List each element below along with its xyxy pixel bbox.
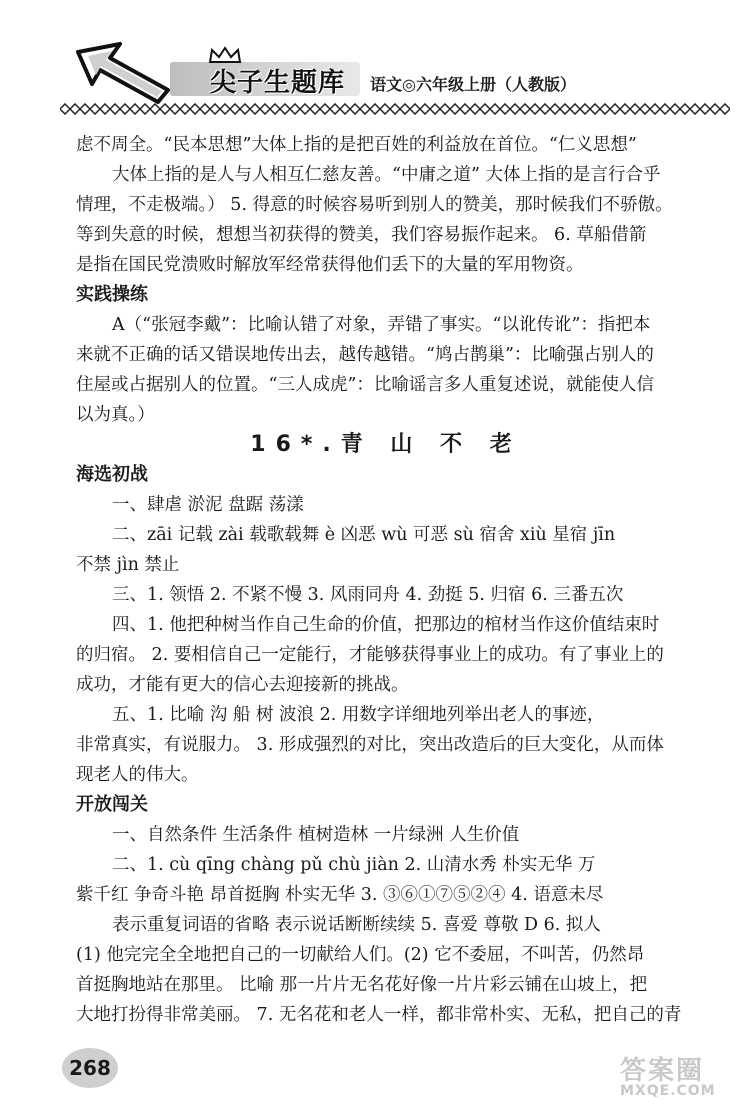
text-line: 情理，不走极端。） 5. 得意的时候容易听到别人的赞美，那时候我们不骄傲。 — [76, 195, 673, 215]
page-header — [60, 40, 730, 110]
text-line: 成功，才能有更大的信心去迎接新的挑战。 — [76, 675, 409, 695]
text-line: 不禁 jìn 禁止 — [76, 555, 180, 575]
text-line: 五、1. 比喻 沟 船 树 波浪 2. 用数字详细地列举出老人的事迹， — [112, 705, 605, 725]
text-line: 一、自然条件 生活条件 植树造林 一片绿洲 人生价值 — [112, 825, 520, 845]
text-line: 二、zāi 记载 zài 载歌载舞 è 凶恶 wù 可恶 sù 宿舍 xiù 星宿 jīn — [112, 525, 616, 545]
text-line: 的归宿。 2. 要相信自己一定能行，才能够获得事业上的成功。有了事业上的 — [76, 645, 664, 665]
text-line: 表示重复词语的省略 表示说话断断续续 5. 喜爱 尊敬 D 6. 拟人 — [112, 915, 601, 935]
arrow-logo-icon — [68, 40, 178, 110]
watermark-en: MXQE.COM — [620, 1083, 716, 1099]
text-line: 紫千红 争奇斗艳 昂首挺胸 朴实无华 3. ③⑥①⑦⑤②④ 4. 语意未尽 — [76, 885, 604, 905]
text-line: 大地打扮得非常美丽。 7. 无名花和老人一样，都非常朴实、无私，把自己的青 — [76, 1005, 682, 1025]
text-line: 二、1. cù qīng chàng pǔ chù jiàn 2. 山清水秀 朴实无华 万 — [112, 855, 596, 875]
section-heading: 海选初战 — [76, 464, 148, 485]
watermark-logo — [620, 1050, 740, 1102]
header-divider — [60, 103, 730, 115]
text-line: 首挺胸地站在那里。 比喻 那一片片无名花好像一片片彩云铺在山坡上，把 — [76, 975, 648, 995]
brand-title: 尖子生题库 — [210, 68, 346, 98]
text-line: 四、1. 他把种树当作自己生命的价值，把那边的棺材当作这价值结束时 — [112, 615, 660, 635]
text-line: 来就不正确的话又错误地传出去，越传越错。“鸠占鹊巢”：比喻强占别人的 — [76, 345, 654, 365]
text-line: 虑不周全。“民本思想”大体上指的是把百姓的利益放在首位。“仁义思想” — [76, 135, 637, 155]
section-heading: 实践操练 — [76, 284, 148, 305]
text-line: (1) 他完完全全地把自己的一切献给人们。(2) 它不委屈，不叫苦，仍然昂 — [76, 945, 645, 965]
page-content — [76, 130, 696, 1030]
text-line: 一、肆虐 淤泥 盘踞 荡漾 — [112, 495, 304, 515]
text-line: A（“张冠李戴”：比喻认错了对象，弄错了事实。“以讹传讹”：指把本 — [112, 315, 651, 335]
text-line: 住屋或占据别人的位置。“三人成虎”：比喻谣言多人重复述说，就能使人信 — [76, 375, 654, 395]
lesson-title: 16*.青 山 不 老 — [250, 432, 522, 457]
text-line: 三、1. 领悟 2. 不紧不慢 3. 风雨同舟 4. 劲挺 5. 归宿 6. 三番五次 — [112, 585, 624, 605]
text-line: 等到失意的时候，想想当初获得的赞美，我们容易振作起来。 6. 草船借箭 — [76, 225, 647, 245]
text-line: 以为真。） — [76, 405, 155, 425]
page-number: 268 — [62, 1048, 118, 1088]
text-line: 非常真实，有说服力。 3. 形成强烈的对比，突出改造后的巨大变化，从而体 — [76, 735, 664, 755]
text-line: 大体上指的是人与人相互仁慈友善。“中庸之道” 大体上指的是言行合乎 — [112, 165, 661, 185]
section-heading: 开放闯关 — [76, 794, 148, 815]
text-line: 现老人的伟大。 — [76, 765, 199, 785]
book-subject: 语文◎六年级上册（人教版） — [370, 75, 576, 94]
text-line: 是指在国民党溃败时解放军经常获得他们丢下的大量的军用物资。 — [76, 255, 584, 275]
watermark-cn: 答案圈 — [620, 1056, 705, 1086]
